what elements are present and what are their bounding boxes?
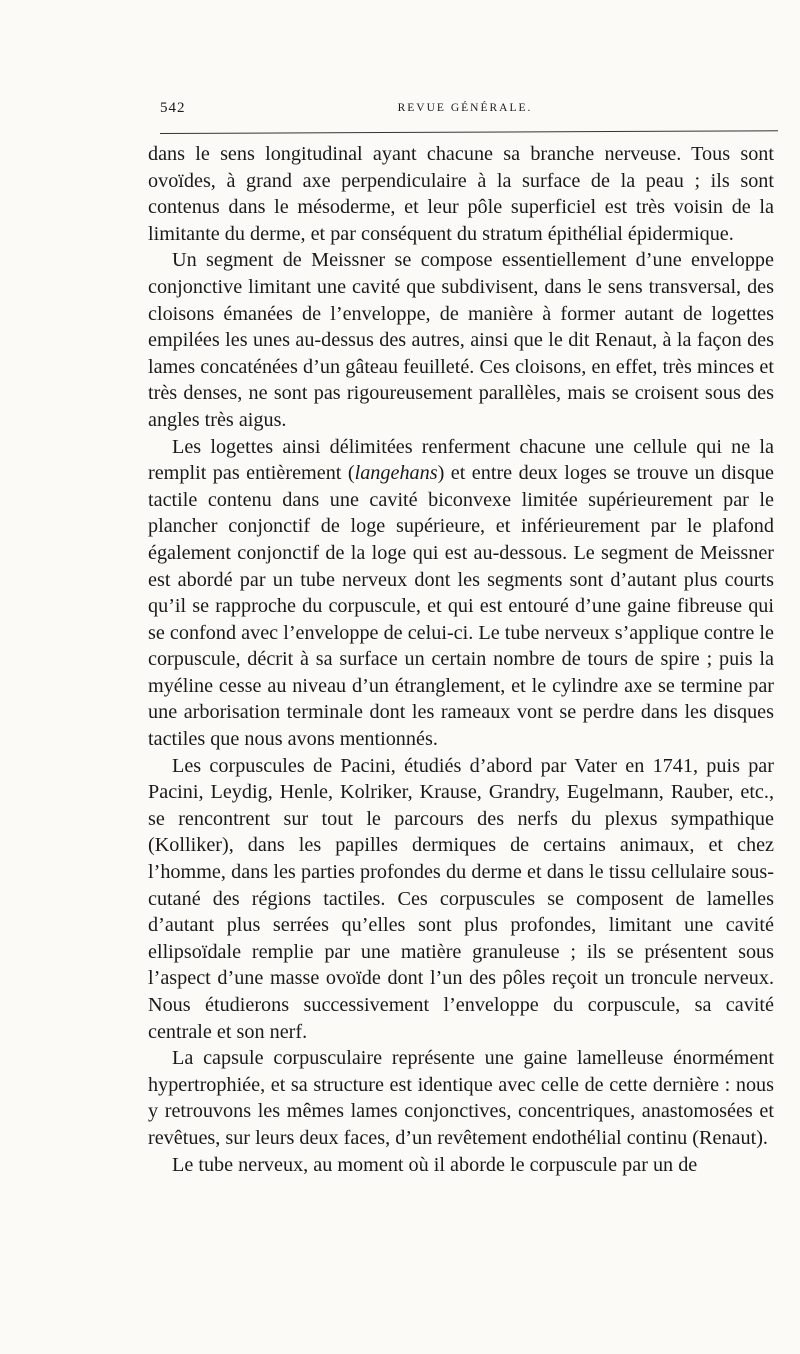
paragraph-continued: dans le sens longitudinal ayant chacune sa branche nerveuse. Tous sont ovoïdes, à grand axe perpendiculaire à la surface de la peau ; ils sont contenus dans le mésoderme, et leur pôle superficiel est très voisin de la limitante du derme, et par conséquent du stratum épithélial épidermique.: [148, 143, 774, 245]
paragraph-logettes: [148, 434, 774, 753]
paragraph-logettes-end: ) et entre deux loges se trouve un disque tactile contenu dans une cavité biconvexe limitée supérieurement par le plancher conjonctif de loge supérieure, et inférieurement par le plafond également conjonctif de la loge qui est au-dessous. Le segment de Meissner est abordé par un tube nerveux dont les segments sont d’autant plus courts qu’il se rapproche du corpuscule, et qui est entouré d’une gaine fibreuse qui se confond avec l’enveloppe de celui-ci. Le tube nerveux s’applique contre le corpuscule, décrit à sa surface un certain nombre de tours de spire ; puis la myéline cesse au niveau d’un étranglement, et le cylindre axe se termine par une arborisation terminale dont les rameaux vont se perdre dans les disques tactiles que nous avons mentionnés.: [148, 462, 775, 751]
body-text: [148, 141, 774, 1178]
running-head: REVUE GÉNÉRALE.: [397, 102, 533, 114]
paragraph-logettes-start: Les logettes ainsi délimitées renferment chacune une cellule qui ne la remplit pas entièrement (: [148, 435, 774, 485]
paragraph-meissner-segment: Un segment de Meissner se compose essentiellement d’une enveloppe conjonctive limitant une cavité que subdivisent, dans le sens transversal, des cloisons émanées de l’enveloppe, de manière à former autant de logettes empilées les unes au-dessus des autres, ainsi que le dit Renaut, à la façon des lames concaténées d’un gâteau feuilleté. Ces cloisons, en effet, très minces et très denses, ne sont pas rigoureusement parallèles, mais se croisent sous des angles très aigus.: [148, 249, 774, 431]
paragraph-pacini: Les corpuscules de Pacini, étudiés d’abord par Vater en 1741, puis par Pacini, Leydig, Henle, Kolriker, Krause, Grandry, Eugelmann, Rauber, etc., se rencontrent sur tout le parcours des nerfs du plexus sympathique (Kolliker), dans les papilles dermiques de certains animaux, et chez l’homme, dans les parties profondes du derme et dans le tissu cellulaire sous-cutané des régions tactiles. Ces corpuscules se composent de lamelles d’autant plus serrées qu’elles sont plus profondes, limitant une cavité ellipsoïdale remplie par une matière granuleuse ; ils se présentent sous l’aspect d’une masse ovoïde dont l’un des pôles reçoit un troncule nerveux. Nous étudierons successivement l’enveloppe du corpuscule, sa cavité centrale et son nerf.: [148, 754, 774, 1043]
paragraph-capsule: La capsule corpusculaire représente une gaine lamelleuse énormément hypertrophiée, et sa structure est identique avec celle de cette dernière : nous y retrouvons les mêmes lames conjonctives, concentriques, anastomosées et revêtues, sur leurs deux faces, d’un revêtement endothélial continu (Renaut).: [148, 1047, 774, 1149]
italic-term: langehans: [354, 462, 438, 485]
page-header: [160, 100, 770, 124]
paragraph-nerve-tube: Le tube nerveux, au moment où il aborde le corpuscule par un de: [172, 1153, 698, 1176]
page-number: 542: [160, 100, 186, 116]
header-rule: [160, 130, 778, 134]
